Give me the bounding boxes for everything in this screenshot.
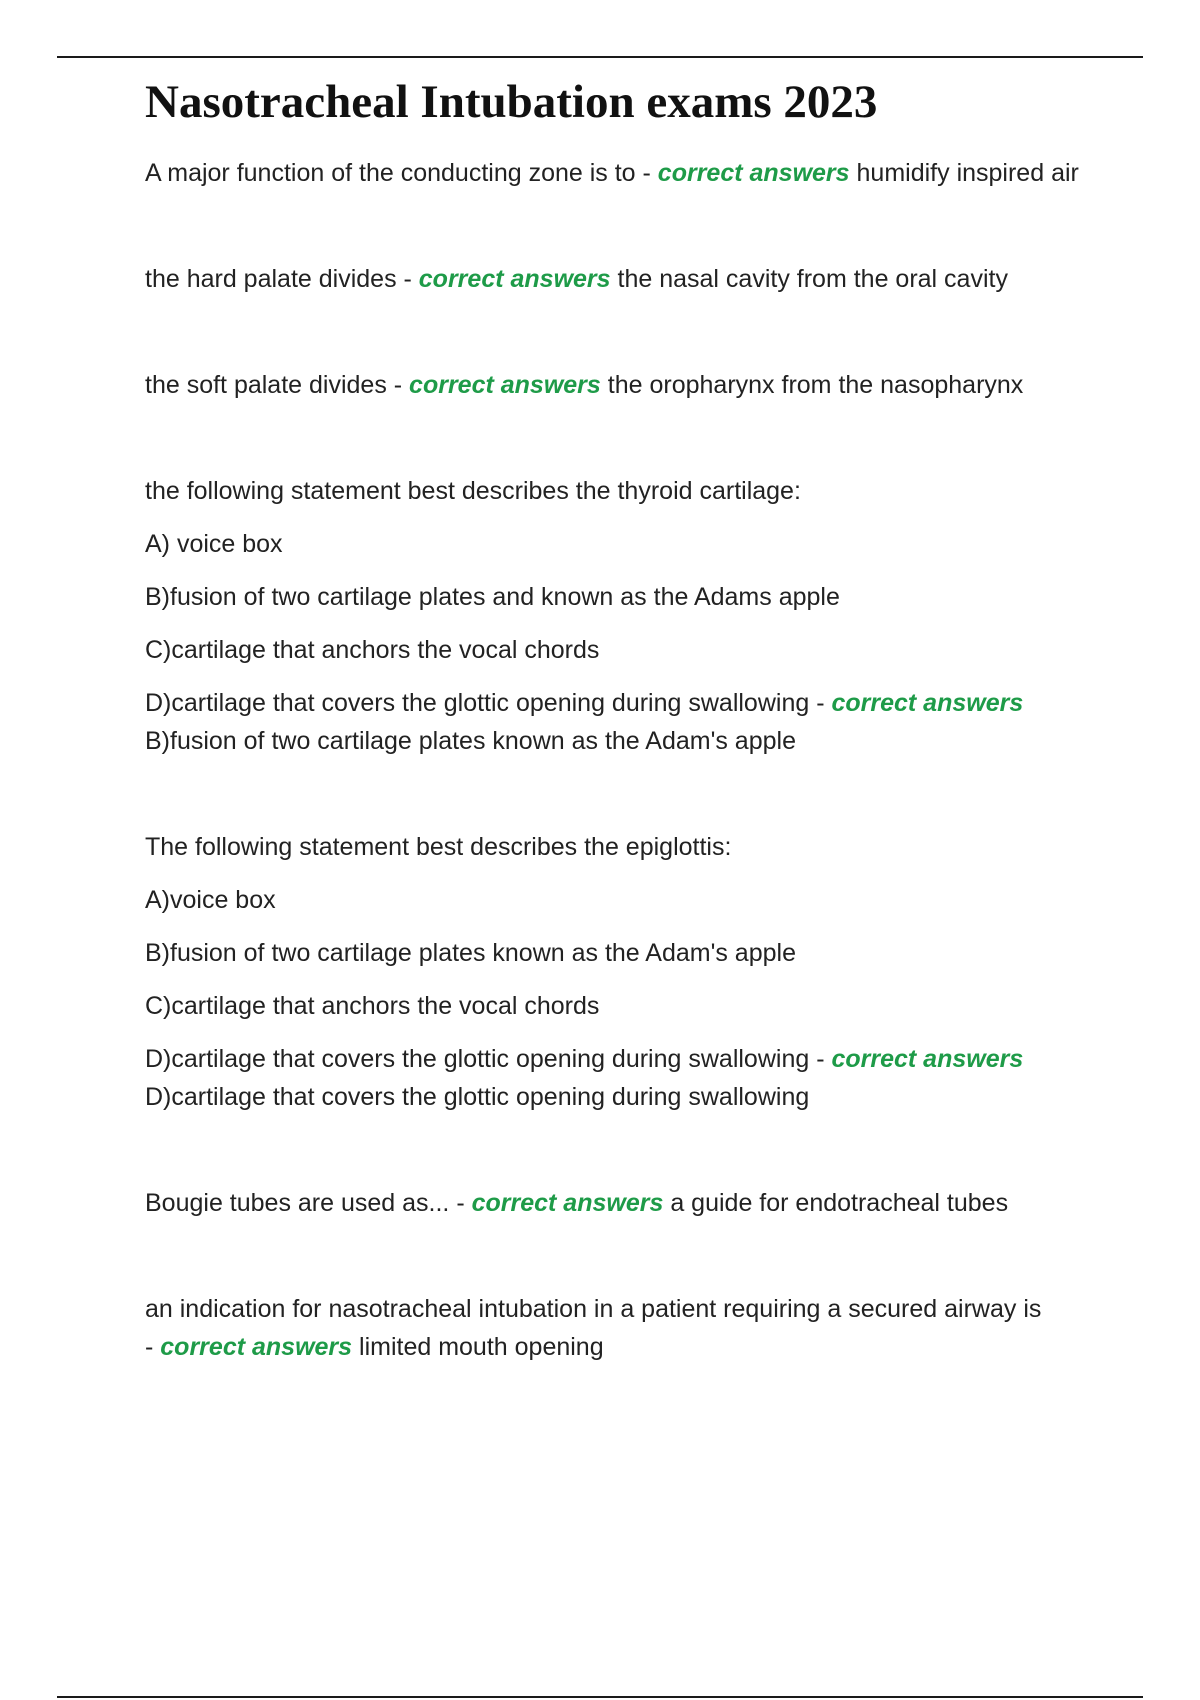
correct-answers-marker: correct answers <box>831 689 1024 717</box>
question-text: the hard palate divides <box>145 265 397 293</box>
separator: - <box>449 1189 472 1217</box>
question-line <box>145 1290 1085 1366</box>
question-text: A major function of the conducting zone is to <box>145 159 636 187</box>
question-text: the following statement best describes the thyroid cartilage: <box>145 477 801 505</box>
answer-text: a guide for endotracheal tubes <box>670 1189 1009 1217</box>
separator: - <box>145 1333 161 1361</box>
option-a: A)voice box <box>145 886 276 914</box>
document-body <box>145 70 1085 1434</box>
separator: - <box>386 371 410 399</box>
qa-item <box>145 366 1085 404</box>
separator: - <box>809 1045 832 1073</box>
option-d-with-answer <box>145 684 1085 760</box>
separator: - <box>635 159 658 187</box>
option-a: A) voice box <box>145 530 283 558</box>
correct-answers-marker: correct answers <box>831 1045 1024 1073</box>
separator: - <box>809 689 832 717</box>
bottom-rule <box>57 1696 1143 1698</box>
option-b: B)fusion of two cartilage plates and known as the Adams apple <box>145 583 840 611</box>
option-d: D)cartilage that covers the glottic opening during swallowing <box>145 1045 810 1073</box>
qa-item <box>145 828 1085 1116</box>
answer-text: D)cartilage that covers the glottic opening during swallowing <box>145 1083 810 1111</box>
qa-item <box>145 1184 1085 1222</box>
question-line <box>145 366 1085 404</box>
option-b: B)fusion of two cartilage plates known as the Adam's apple <box>145 939 796 967</box>
question-line <box>145 154 1085 192</box>
qa-item <box>145 1290 1085 1366</box>
correct-answers-marker: correct answers <box>471 1189 664 1217</box>
option-d-with-answer <box>145 1040 1085 1116</box>
qa-item <box>145 260 1085 298</box>
separator: - <box>396 265 419 293</box>
answer-text: B)fusion of two cartilage plates known as the Adam's apple <box>145 727 796 755</box>
question-text: Bougie tubes are used as... <box>145 1189 450 1217</box>
correct-answers-marker: correct answers <box>418 265 611 293</box>
question-line <box>145 260 1085 298</box>
correct-answers-marker: correct answers <box>657 159 850 187</box>
question-text: an indication for nasotracheal intubation in a patient requiring a secured airway is <box>145 1295 1042 1323</box>
correct-answers-marker: correct answers <box>409 371 601 399</box>
answer-text: the oropharynx from the nasopharynx <box>607 371 1024 399</box>
top-rule <box>57 56 1143 58</box>
correct-answers-marker: correct answers <box>160 1333 353 1361</box>
answer-text: limited mouth opening <box>359 1333 604 1361</box>
answer-text: the nasal cavity from the oral cavity <box>617 265 1008 293</box>
option-c: C)cartilage that anchors the vocal chords <box>145 636 600 664</box>
document-title: Nasotracheal Intubation exams 2023 <box>145 76 878 128</box>
option-d: D)cartilage that covers the glottic opening during swallowing <box>145 689 810 717</box>
qa-item <box>145 472 1085 760</box>
option-c: C)cartilage that anchors the vocal chords <box>145 992 600 1020</box>
question-text: The following statement best describes the epiglottis: <box>145 833 732 861</box>
question-text: the soft palate divides <box>145 371 387 399</box>
answer-text: humidify inspired air <box>856 159 1079 187</box>
question-line <box>145 1184 1085 1222</box>
qa-item <box>145 154 1085 192</box>
